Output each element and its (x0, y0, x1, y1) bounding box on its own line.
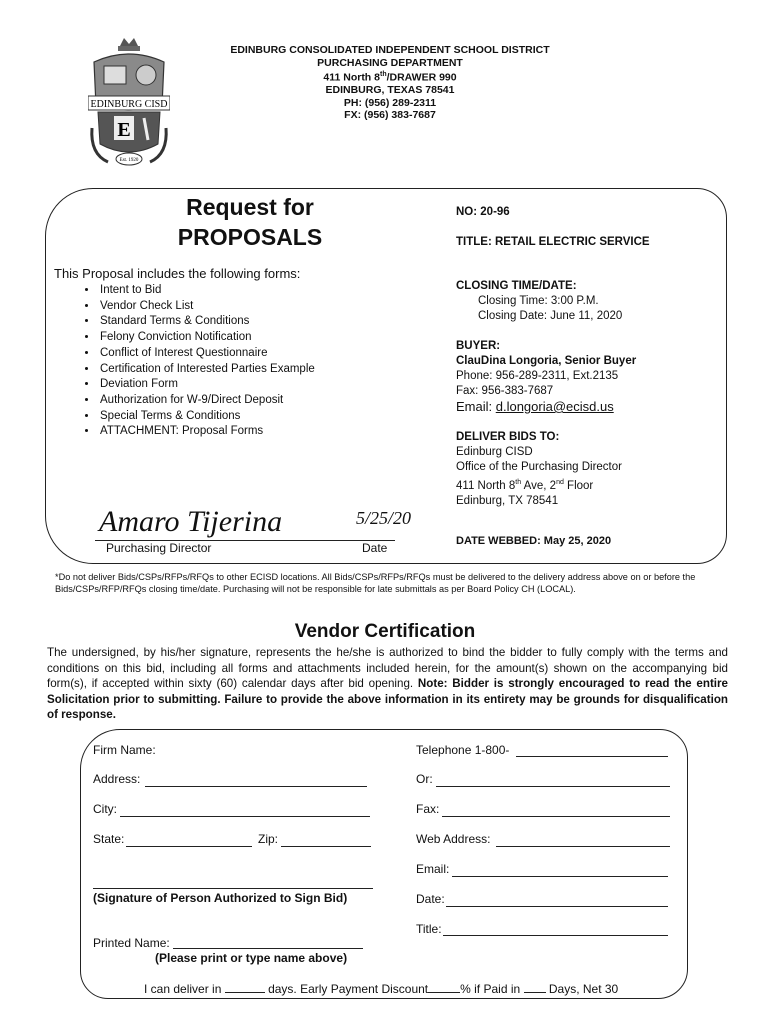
printed-name-field[interactable] (173, 948, 363, 949)
list-item: • Authorization for W-9/Direct Deposit (98, 393, 315, 409)
or-label: Or: (416, 772, 433, 786)
district-header (200, 44, 580, 122)
paid-days-field[interactable] (524, 992, 546, 993)
web-address-field[interactable] (496, 846, 670, 847)
buyer-email-link[interactable]: d.longoria@ecisd.us (495, 399, 614, 414)
closing-section: CLOSING TIME/DATE: Closing Time: 3:00 P.M. Closing Date: June 11, 2020 (456, 280, 623, 322)
district-address: 411 North 8th/DRAWER 990 (323, 71, 457, 84)
email-label: Email: (416, 862, 450, 876)
delivery-days-field[interactable] (225, 992, 265, 993)
web-address-label: Web Address: (416, 832, 491, 846)
address-label: Address: (93, 772, 141, 786)
list-item: • Standard Terms & Conditions (98, 314, 315, 330)
city-label: City: (93, 802, 117, 816)
state-field[interactable] (126, 846, 252, 847)
zip-label: Zip: (258, 832, 279, 846)
title-label: Title: (416, 922, 442, 936)
vendor-certification-title: Vendor Certification (294, 621, 476, 642)
print-note: (Please print or type name above) (155, 951, 348, 965)
district-fax: FX: (956) 383-7687 (344, 109, 436, 122)
list-item: • Special Terms & Conditions (98, 409, 315, 425)
date-label: Date (362, 541, 388, 555)
list-item: • Intent to Bid (98, 283, 315, 299)
forms-intro: This Proposal includes the following forms: (54, 266, 301, 281)
list-item: • Certification of Interested Parties Example (98, 362, 315, 378)
title-field[interactable] (443, 935, 668, 936)
crest-est: Est. 1920 (119, 158, 139, 163)
crest-letter: E (117, 119, 131, 141)
list-item: • Vendor Check List (98, 299, 315, 315)
state-label: State: (93, 832, 125, 846)
city-field[interactable] (120, 816, 370, 817)
rfp-title: TITLE: RETAIL ELECTRIC SERVICE (456, 236, 650, 248)
district-city: EDINBURG, TEXAS 78541 (325, 84, 455, 97)
fax-label: Fax: (416, 802, 440, 816)
fax-field[interactable] (442, 816, 670, 817)
rfp-heading: Request for PROPOSALS (177, 194, 323, 250)
department-name: PURCHASING DEPARTMENT (317, 56, 463, 69)
address-field[interactable] (145, 786, 367, 787)
list-item: • Felony Conviction Notification (98, 330, 315, 346)
telephone-field[interactable] (516, 756, 668, 757)
date-field[interactable] (446, 906, 668, 907)
district-name: EDINBURG CONSOLIDATED INDEPENDENT SCHOOL DISTRICT (230, 44, 550, 56)
forms-list (76, 283, 315, 440)
discount-field[interactable] (428, 992, 460, 993)
buyer-section: BUYER: ClauDina Longoria, Senior Buyer Phone: 956-289-2311, Ext.2135 Fax: 956-383-7687 Email: d.longoria@ecisd.us (456, 340, 637, 414)
telephone-label: Telephone 1-800- (416, 743, 510, 757)
date-field-label: Date: (416, 892, 445, 906)
list-item: • Deviation Form (98, 377, 315, 393)
list-item: • ATTACHMENT: Proposal Forms (98, 424, 315, 440)
signature-text: Amaro Tijerina (99, 505, 283, 538)
district-phone: PH: (956) 289-2311 (343, 96, 437, 109)
deliver-section: DELIVER BIDS TO: Edinburg CISD Office of the Purchasing Director 411 North 8th Ave, 2nd Floor Edinburg, TX 78541 (456, 431, 622, 507)
signature-field[interactable] (93, 888, 373, 889)
district-crest (88, 36, 170, 168)
delivery-terms: I can deliver in days. Early Payment Discount % if Paid in Days, Net 30 (144, 982, 619, 996)
director-signature (95, 487, 365, 543)
signature-date: 5/25/20 (356, 508, 412, 528)
list-item: • Conflict of Interest Questionnaire (98, 346, 315, 362)
or-field[interactable] (436, 786, 670, 787)
zip-field[interactable] (281, 846, 371, 847)
rfp-number: NO: 20-96 (456, 206, 510, 218)
delivery-notice: *Do not deliver Bids/CSPs/RFPs/RFQs to other ECISD locations. All Bids/CSPs/RFPs/RFQs must be delivered to the delivery address above on or before the Bids/CSPs/RFP/RFQs closing time/date. Purchasing will not be responsible for late submittals as per Board Policy CH (LOCAL). (55, 572, 696, 594)
firm-name-label: Firm Name: (93, 743, 156, 757)
purchasing-director-label: Purchasing Director (106, 541, 212, 555)
crest-text: EDINBURG CISD (90, 99, 168, 110)
signature-label: (Signature of Person Authorized to Sign Bid) (93, 891, 348, 905)
vendor-paragraph: The undersigned, by his/her signature, represents the he/she is authorized to bind the bidder to fully comply with the terms and conditions on this bid, including all forms and attachments included herein, for the amount(s) shown on the accompanying bid form(s), if accepted within sixty (60) calendar days after bid opening. Note: Bidder is strongly encouraged to read the entire Solicitation prior to submitting. Failure to provide the above information in its entirety may be grounds for disqualification of response. (47, 646, 728, 722)
email-field[interactable] (452, 876, 668, 877)
printed-name-label: Printed Name: (93, 936, 170, 950)
date-webbed: DATE WEBBED: May 25, 2020 (456, 535, 612, 547)
